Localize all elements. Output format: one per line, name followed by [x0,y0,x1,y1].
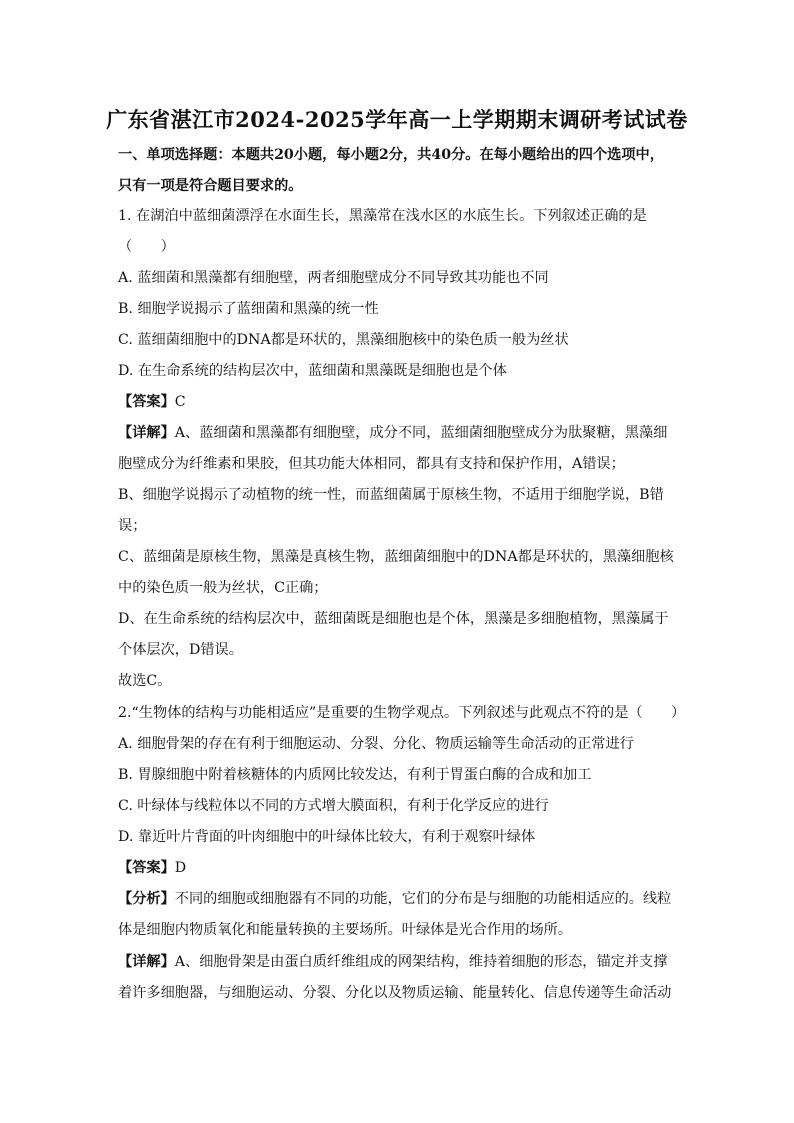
q1-answer [118,392,186,412]
detail-text: A、蓝细菌和黑藻都有细胞壁，成分不同，蓝细菌细胞壁成分为肽聚糖，黑藻细 [174,425,668,441]
q1-detail-line-8: 个体层次，D错误。 [118,642,243,658]
q2-option-d: D. 靠近叶片背面的叶肉细胞中的叶绿体比较大，有利于观察叶绿体 [118,829,536,845]
q1-option-c: C. 蓝细菌细胞中的DNA都是环状的，黑藻细胞核中的染色质一般为丝状 [118,332,569,348]
answer-value: C [174,394,186,410]
detail-tag: 【详解】 [118,954,175,970]
analysis-text: 不同的细胞或细胞器有不同的功能，它们的分布是与细胞的功能相适应的。线粒 [174,891,672,907]
q2-option-c: C. 叶绿体与线粒体以不同的方式增大膜面积，有利于化学反应的进行 [118,798,549,814]
q1-detail-line-2: 胞壁成分为纤维素和果胶，但其功能大体相同，都具有支持和保护作用，A错误； [118,456,625,472]
section-header-line-1: 一、单项选择题：本题共20小题，每小题2分，共40分。在每小题给出的四个选项中， [118,147,664,163]
q2-answer [118,858,186,878]
detail-text: A、细胞骨架是由蛋白质纤维组成的网架结构，维持着细胞的形态，锚定并支撑 [174,954,668,970]
q1-detail-line-7: D、在生命系统的结构层次中，蓝细菌既是细胞也是个体，黑藻是多细胞植物，黑藻属于 [118,611,669,627]
q1-conclusion: 故选C。 [118,673,172,689]
detail-tag: 【详解】 [118,425,175,441]
q1-stem-line-1: 1. 在湖泊中蓝细菌漂浮在水面生长，黑藻常在浅水区的水底生长。下列叙述正确的是 [118,208,647,224]
q2-option-a: A. 细胞骨架的存在有利于细胞运动、分裂、分化、物质运输等生命活动的正常进行 [118,736,634,752]
q1-detail-line-4: 误； [118,518,147,534]
answer-value: D [174,860,187,876]
document-title: 广东省湛江市2024-2025学年高一上学期期末调研考试试卷 [106,107,688,132]
q1-option-a: A. 蓝细菌和黑藻都有细胞壁，两者细胞壁成分不同导致其功能也不同 [118,270,549,286]
q2-detail-line-2: 着许多细胞器，与细胞运动、分裂、分化以及物质运输、能量转化、信息传递等生命活动 [118,985,672,1001]
answer-tag: 【答案】 [118,860,175,876]
section-header-line-2: 只有一项是符合题目要求的。 [118,178,303,194]
q2-stem: 2.“生物体的结构与功能相适应”是重要的生物学观点。下列叙述与此观点不符的是（ ） [118,705,686,721]
q1-option-b: B. 细胞学说揭示了蓝细菌和黑藻的统一性 [118,301,379,317]
q1-detail-line-5: C、蓝细菌是原核生物，黑藻是真核生物，蓝细菌细胞中的DNA都是环状的，黑藻细胞核 [118,549,674,565]
q2-analysis-line-2: 体是细胞内物质氧化和能量转换的主要场所。叶绿体是光合作用的场所。 [118,922,573,938]
q1-detail-line-3: B、细胞学说揭示了动植物的统一性，而蓝细菌属于原核生物，不适用于细胞学说，B错 [118,487,664,503]
q1-stem-line-2: （ ） [118,239,175,255]
q1-detail-line-6: 中的染色质一般为丝状，C正确； [118,580,328,596]
analysis-tag: 【分析】 [118,891,175,907]
q1-detail-line-1 [118,423,667,443]
q1-option-d: D. 在生命系统的结构层次中，蓝细菌和黑藻既是细胞也是个体 [118,363,507,379]
answer-tag: 【答案】 [118,394,175,410]
q2-analysis-line-1 [118,889,671,909]
q2-option-b: B. 胃腺细胞中附着核糖体的内质网比较发达，有利于胃蛋白酶的合成和加工 [118,767,592,783]
q2-detail-line-1 [118,952,667,972]
